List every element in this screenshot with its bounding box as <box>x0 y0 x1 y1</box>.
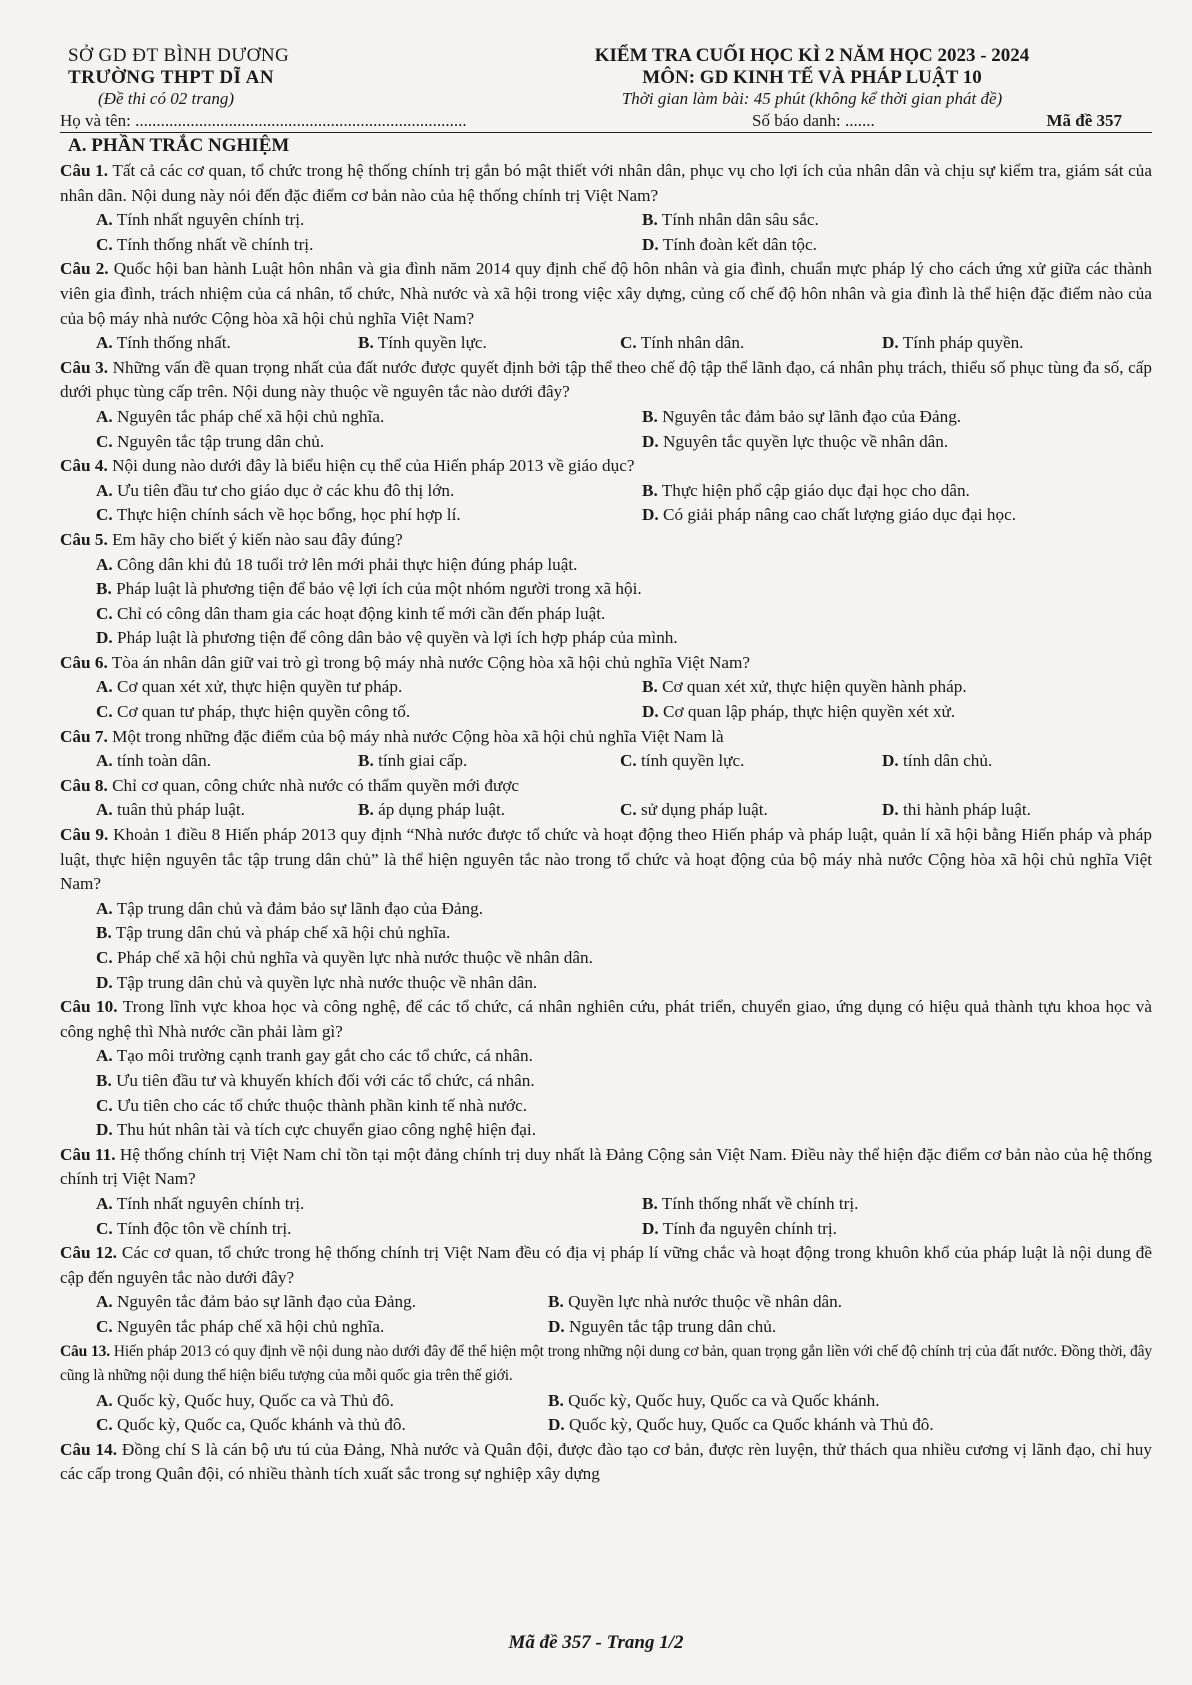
option-b: B. Quyền lực nhà nước thuộc về nhân dân. <box>548 1292 843 1312</box>
question-number: Câu 8. <box>60 775 108 795</box>
option-b: B. Nguyên tắc đảm bảo sự lãnh đạo của Đảng. <box>642 406 962 426</box>
option-b: B. Pháp luật là phương tiện để bảo vệ lợi ích của một nhóm người trong xã hội. <box>96 579 642 599</box>
question-text: Hệ thống chính trị Việt Nam chỉ tồn tại một đảng chính trị duy nhất là Đảng Cộng sản Việt Nam. Điều này thể hiện đặc điểm cơ bản nào của hệ thống chính trị Việt Nam? <box>60 1144 1152 1189</box>
question-text: Một trong những đặc điểm của bộ máy nhà nước Cộng hòa xã hội chủ nghĩa Việt Nam là <box>107 726 724 746</box>
question-text: Hiến pháp 2013 có quy định về nội dung nào dưới đây để thể hiện một trong những nội dung cơ bản, quan trọng gắn liền với chế độ chính trị của đất nước. Đồng thời, đây cũng là những nội dung thể hiện biểu tượng của mỗi quốc gia trên thế giới. <box>60 1342 1152 1385</box>
option-d: D. Tính đoàn kết dân tộc. <box>642 234 817 254</box>
option-c: C. Tính độc tôn về chính trị. <box>96 1218 292 1238</box>
question <box>60 651 1152 676</box>
question-text: Khoản 1 điều 8 Hiến pháp 2013 quy định “Nhà nước được tổ chức và hoạt động theo Hiến pháp và pháp luật, quản lí xã hội bằng Hiến pháp và pháp luật, thực hiện nguyên tắc tập trung dân chủ” là thể hiện nguyên tắc nào trong tổ chức và hoạt động của bộ máy nhà nước Cộng hòa xã hội chủ nghĩa Việt Nam? <box>60 825 1152 894</box>
option-a: A. Tạo môi trường cạnh tranh gay gắt cho các tổ chức, cá nhân. <box>96 1046 533 1066</box>
question-list <box>60 159 1152 1487</box>
option-a: A. tính toàn dân. <box>96 751 212 771</box>
exam-code: Mã đề 357 <box>1046 111 1122 130</box>
question-number: Câu 11. <box>60 1144 116 1164</box>
answer-options <box>60 479 1152 528</box>
answer-options <box>60 897 1152 995</box>
option-d: D. Tập trung dân chủ và quyền lực nhà nước thuộc về nhân dân. <box>96 972 538 992</box>
option-c: C. Tính thống nhất về chính trị. <box>96 234 314 254</box>
answer-options <box>60 1389 1152 1438</box>
option-d: D. tính dân chủ. <box>882 751 993 771</box>
option-b: B. Tính quyền lực. <box>358 333 487 353</box>
question-text: Tất cả các cơ quan, tổ chức trong hệ thống chính trị gắn bó mật thiết với nhân dân, phục vụ cho lợi ích của nhân dân và chịu sự kiểm tra, giám sát của nhân dân. Nội dung này nói đến đặc điểm cơ bản nào của hệ thống chính trị Việt Nam? <box>60 161 1152 205</box>
option-b: B. áp dụng pháp luật. <box>358 800 506 820</box>
option-a: A. tuân thủ pháp luật. <box>96 800 245 820</box>
option-d: D. Cơ quan lập pháp, thực hiện quyền xét xử. <box>642 702 956 722</box>
answer-options <box>60 208 1152 257</box>
option-c: C. Thực hiện chính sách về học bổng, học phí hợp lí. <box>96 505 461 525</box>
question-text: Quốc hội ban hành Luật hôn nhân và gia đình năm 2014 quy định chế độ hôn nhân và gia đình, chuẩn mực pháp lý cho cách ứng xử giữa các thành viên gia đình, trách nhiệm của cá nhân, tổ chức, Nhà nước và xã hội trong việc xây dựng, củng cố chế độ hôn nhân và gia đình là thể hiện đặc điểm nào của của bộ máy nhà nước Cộng hòa xã hội chủ nghĩa Việt Nam? <box>60 259 1152 328</box>
question-text: Tòa án nhân dân giữ vai trò gì trong bộ máy nhà nước Cộng hòa xã hội chủ nghĩa Việt Nam? <box>107 652 751 672</box>
question <box>60 159 1152 208</box>
option-b: B. Tính thống nhất về chính trị. <box>642 1193 859 1213</box>
option-d: D. Nguyên tắc tập trung dân chủ. <box>548 1316 777 1336</box>
question <box>60 257 1152 331</box>
option-b: B. Tính nhân dân sâu sắc. <box>642 210 819 230</box>
answer-options <box>60 1192 1152 1241</box>
question-text: Nội dung nào dưới đây là biểu hiện cụ thể của Hiến pháp 2013 về giáo dục? <box>107 456 635 476</box>
question <box>60 1340 1152 1389</box>
question-text: Em hãy cho biết ý kiến nào sau đây đúng? <box>107 529 403 549</box>
question-number: Câu 13. <box>60 1342 110 1360</box>
option-b: B. Quốc kỳ, Quốc huy, Quốc ca và Quốc khánh. <box>548 1390 880 1410</box>
option-d: D. Tính đa nguyên chính trị. <box>642 1218 837 1238</box>
question-number: Câu 12. <box>60 1243 117 1263</box>
question <box>60 1143 1152 1192</box>
answer-options <box>60 749 1152 774</box>
exam-page <box>60 45 1152 1487</box>
question <box>60 1438 1152 1487</box>
question <box>60 823 1152 897</box>
page-footer: Mã đề 357 - Trang 1/2 <box>508 1632 684 1653</box>
option-c: C. Ưu tiên cho các tổ chức thuộc thành phần kinh tế nhà nước. <box>96 1095 527 1115</box>
question-number: Câu 2. <box>60 259 109 279</box>
pages-note: (Đề thi có 02 trang) <box>98 89 234 108</box>
option-b: B. tính giai cấp. <box>358 751 468 771</box>
student-info-row <box>60 111 1152 133</box>
option-c: C. Nguyên tắc pháp chế xã hội chủ nghĩa. <box>96 1316 385 1336</box>
option-a: A. Tính thống nhất. <box>96 333 231 353</box>
option-a: A. Ưu tiên đầu tư cho giáo dục ở các khu đô thị lớn. <box>96 480 455 500</box>
option-c: C. Nguyên tắc tập trung dân chủ. <box>96 431 325 451</box>
school-name: TRƯỜNG THPT DĨ AN <box>68 67 275 88</box>
exam-header <box>60 45 1152 109</box>
option-c: C. Chỉ có công dân tham gia các hoạt động kinh tế mới cần đến pháp luật. <box>96 603 606 623</box>
question <box>60 725 1152 750</box>
student-name-field: Họ và tên: .............................................................................. <box>60 111 467 130</box>
option-b: B. Cơ quan xét xử, thực hiện quyền hành pháp. <box>642 677 967 697</box>
question <box>60 1241 1152 1290</box>
answer-options <box>60 798 1152 823</box>
option-a: A. Nguyên tắc pháp chế xã hội chủ nghĩa. <box>96 406 385 426</box>
question-text: Chỉ cơ quan, công chức nhà nước có thẩm quyền mới được <box>107 775 520 795</box>
option-a: A. Quốc kỳ, Quốc huy, Quốc ca và Thủ đô. <box>96 1390 394 1410</box>
question <box>60 356 1152 405</box>
option-d: D. Pháp luật là phương tiện để công dân bảo vệ quyền và lợi ích hợp pháp của mình. <box>96 628 678 648</box>
question <box>60 995 1152 1044</box>
question <box>60 528 1152 553</box>
answer-options <box>60 1044 1152 1142</box>
question-number: Câu 4. <box>60 456 108 476</box>
answer-options <box>60 1290 1152 1339</box>
question <box>60 774 1152 799</box>
option-a: A. Tính nhất nguyên chính trị. <box>96 210 305 230</box>
option-c: C. Pháp chế xã hội chủ nghĩa và quyền lực nhà nước thuộc về nhân dân. <box>96 948 593 967</box>
question-number: Câu 5. <box>60 529 108 549</box>
question <box>60 454 1152 479</box>
option-c: C. Cơ quan tư pháp, thực hiện quyền công tố. <box>96 702 411 722</box>
answer-options <box>60 331 1152 356</box>
option-b: B. Thực hiện phổ cập giáo dục đại học cho dân. <box>642 480 970 500</box>
option-c: C. sử dụng pháp luật. <box>620 800 768 820</box>
question-text: Trong lĩnh vực khoa học và công nghệ, để các tổ chức, cá nhân nghiên cứu, phát triển, chuyển giao, ứng dụng có hiệu quả thành tựu khoa học và công nghệ thì Nhà nước cần phải làm gì? <box>60 997 1152 1041</box>
question-text: Những vấn đề quan trọng nhất của đất nước được quyết định bởi tập thể theo chế độ tập thể lãnh đạo, cá nhân phụ trách, thiểu số phục tùng đa số, cấp dưới phục tùng cấp trên. Nội dung này thuộc về nguyên tắc nào dưới đây? <box>60 357 1152 402</box>
option-c: C. Tính nhân dân. <box>620 333 745 353</box>
option-c: C. Quốc kỳ, Quốc ca, Quốc khánh và thủ đô. <box>96 1415 406 1435</box>
question-number: Câu 9. <box>60 825 109 845</box>
question-number: Câu 7. <box>60 726 108 746</box>
exam-time: Thời gian làm bài: 45 phút (không kể thời gian phát đề) <box>621 89 1003 108</box>
exam-title: KIỂM TRA CUỐI HỌC KÌ 2 NĂM HỌC 2023 - 2024 <box>594 45 1030 66</box>
question-number: Câu 6. <box>60 652 108 672</box>
exam-subject: MÔN: GD KINH TẾ VÀ PHÁP LUẬT 10 <box>642 67 982 88</box>
school-block <box>60 45 428 109</box>
option-d: D. Nguyên tắc quyền lực thuộc về nhân dân. <box>642 431 949 451</box>
option-a: A. Tập trung dân chủ và đảm bảo sự lãnh đạo của Đảng. <box>96 898 484 918</box>
option-b: B. Ưu tiên đầu tư và khuyến khích đối với các tổ chức, cá nhân. <box>96 1070 535 1090</box>
question-number: Câu 3. <box>60 357 109 377</box>
section-title: A. PHẦN TRẮC NGHIỆM <box>68 135 290 156</box>
student-id-field: Số báo danh: ....... <box>752 111 875 130</box>
exam-info-block <box>472 45 1152 109</box>
option-a: A. Công dân khi đủ 18 tuổi trở lên mới phải thực hiện đúng pháp luật. <box>96 554 578 574</box>
question-number: Câu 10. <box>60 997 118 1017</box>
question-number: Câu 1. <box>60 161 109 180</box>
answer-options <box>60 405 1152 454</box>
option-d: D. Tính pháp quyền. <box>882 333 1024 353</box>
option-b: B. Tập trung dân chủ và pháp chế xã hội chủ nghĩa. <box>96 923 451 943</box>
option-d: D. Có giải pháp nâng cao chất lượng giáo dục đại học. <box>642 505 1016 525</box>
question-text: Đồng chí S là cán bộ ưu tú của Đảng, Nhà nước và Quân đội, được đào tạo cơ bản, được rèn luyện, thử thách qua nhiều cương vị lãnh đạo, chỉ huy các cấp trong Quân đội, có nhiều thành tích xuất sắc trong sự nghiệp xây dựng <box>60 1439 1152 1484</box>
option-a: A. Nguyên tắc đảm bảo sự lãnh đạo của Đảng. <box>96 1292 417 1312</box>
option-c: C. tính quyền lực. <box>620 751 745 771</box>
option-a: A. Cơ quan xét xử, thực hiện quyền tư pháp. <box>96 677 403 697</box>
question-text: Các cơ quan, tổ chức trong hệ thống chính trị Việt Nam đều có địa vị pháp lí vững chắc và hoạt động trong khuôn khổ của pháp luật là nội dung đề cập đến nguyên tắc nào dưới đây? <box>60 1243 1152 1287</box>
answer-options <box>60 553 1152 651</box>
option-d: D. Quốc kỳ, Quốc huy, Quốc ca Quốc khánh và Thủ đô. <box>548 1415 934 1435</box>
option-a: A. Tính nhất nguyên chính trị. <box>96 1193 305 1213</box>
question-number: Câu 14. <box>60 1439 117 1459</box>
option-d: D. thi hành pháp luật. <box>882 800 1031 820</box>
school-department: SỞ GD ĐT BÌNH DƯƠNG <box>68 45 290 66</box>
option-d: D. Thu hút nhân tài và tích cực chuyển giao công nghệ hiện đại. <box>96 1120 537 1140</box>
answer-options <box>60 675 1152 724</box>
